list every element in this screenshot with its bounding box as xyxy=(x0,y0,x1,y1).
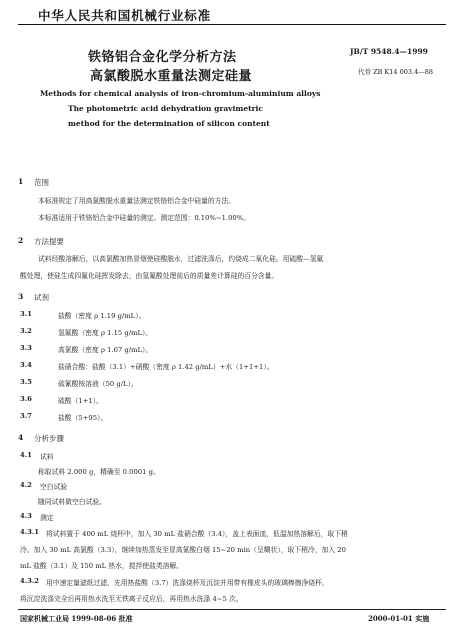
reagent-text: 硫酸（1+1）。 xyxy=(58,397,103,405)
reagent-text: 盐酸（5+95）。 xyxy=(58,414,108,422)
reagent-text: 盐硝合酸：盐酸（3.1）+硝酸（密度 ρ 1.42 g/mL）+水（1+1+1）。 xyxy=(58,363,274,371)
section-1-number: 1 xyxy=(18,177,24,186)
clause-4-3-2-line-2: 将沉淀洗涤完全后再用热水洗至无铁离子反应后，再用热水洗涤 4~5 次。 xyxy=(20,595,243,603)
section-2-number: 2 xyxy=(18,236,24,245)
subsection-4-2-number: 4.2 xyxy=(20,481,32,489)
effective-date: 2000-01-01 实施 xyxy=(368,614,430,623)
title-cn-line1: 铁铬铝合金化学分析方法 xyxy=(88,50,237,65)
clause-4-3-1-number: 4.3.1 xyxy=(20,528,39,536)
clause-4-3-1-line-3: mL 盐酸（3.1）及 150 mL 热水，搅拌使盐类溶解。 xyxy=(20,562,184,570)
section-4-title: 分析步骤 xyxy=(34,434,64,443)
subsection-4-2-title: 空白试验 xyxy=(40,483,68,491)
reagent-text: 高氯酸（密度 ρ 1.67 g/mL）。 xyxy=(58,346,153,354)
clause-4-3-1-line-1: 将试料置于 400 mL 烧杯中，加入 30 mL 盐硝合酸（3.4），盖上表面皿，低温加热溶解后，取下稍 xyxy=(46,530,348,538)
standard-title: 中华人民共和国机械行业标准 xyxy=(38,8,211,23)
reagent-number: 3.3 xyxy=(20,344,32,352)
reagent-text: 盐酸（密度 ρ 1.19 g/mL）。 xyxy=(58,312,146,320)
title-cn-line2: 高氯酸脱水重量法测定硅量 xyxy=(90,69,253,84)
reagent-number: 3.7 xyxy=(20,412,32,420)
reagent-number: 3.5 xyxy=(20,378,32,386)
approval-line: 国家机械工业局 1999-08-06 批准 xyxy=(20,614,133,623)
footer-rule xyxy=(18,609,446,610)
reagent-text: 氢氟酸（密度 ρ 1.15 g/mL）。 xyxy=(58,329,153,337)
subsection-4-1-number: 4.1 xyxy=(20,451,32,459)
standard-number: JB/T 9548.4—1999 xyxy=(350,47,428,56)
reagent-text: 硫氰酸铵溶液（50 g/L）。 xyxy=(58,380,138,388)
reagent-number: 3.6 xyxy=(20,395,32,403)
subsection-4-1-text: 称取试料 2.000 g，精确至 0.0001 g。 xyxy=(38,468,160,476)
subsection-4-3-title: 测定 xyxy=(40,514,54,522)
section-2-para-2: 酸处理，使硅生成四氟化硅挥发除去，由氢氟酸处理前后的质量差计算硅的百分含量。 xyxy=(20,272,279,280)
title-en-line3: method for the determination of silicon content xyxy=(68,119,270,128)
section-1-title: 范围 xyxy=(34,178,49,187)
section-3-title: 试剂 xyxy=(34,293,49,302)
reagent-number: 3.2 xyxy=(20,327,32,335)
title-en-line1: Methods for chemical analysis of iron-chromium-aluminium alloys xyxy=(40,89,321,98)
section-1-para-1: 本标准规定了用高氯酸脱水重量法测定铁铬铝合金中硅量的方法。 xyxy=(38,197,236,205)
clause-4-3-1-line-2: 冷。加入 30 mL 高氯酸（3.3），继续加热蒸发至冒高氯酸白烟 15~20 min（呈糊状），取下稍冷，加入 20 xyxy=(20,546,346,554)
subsection-4-3-number: 4.3 xyxy=(20,512,32,520)
reagent-number: 3.4 xyxy=(20,361,32,369)
section-2-para-1: 试料经酸溶解后，以高氯酸加热冒烟使硅酸脱水，过滤洗涤后，灼烧成二氧化硅。用硫酸—氢氟 xyxy=(38,255,324,263)
section-4-number: 4 xyxy=(18,433,24,442)
replaces-note: 代替 ZB K14 003.4—88 xyxy=(358,68,433,76)
subsection-4-1-title: 试料 xyxy=(40,453,54,461)
title-en-line2: The photometric acid dehydration gravimetric xyxy=(68,104,263,113)
subsection-4-2-text: 随同试料做空白试验。 xyxy=(38,498,106,506)
clause-4-3-2-number: 4.3.2 xyxy=(20,577,39,585)
section-2-title: 方法提要 xyxy=(34,237,64,246)
section-1-para-2: 本标准适用于铁铬铝合金中硅量的测定。测定范围：0.10%~1.00%。 xyxy=(38,214,251,222)
section-3-number: 3 xyxy=(18,292,24,301)
clause-4-3-2-line-1: 用中速定量滤纸过滤，先用热盐酸（3.7）洗涤烧杯及沉淀并用带有橡皮头的玻璃棒擦净烧杯， xyxy=(46,579,329,587)
header-rule xyxy=(18,24,446,25)
reagent-number: 3.1 xyxy=(20,310,32,318)
